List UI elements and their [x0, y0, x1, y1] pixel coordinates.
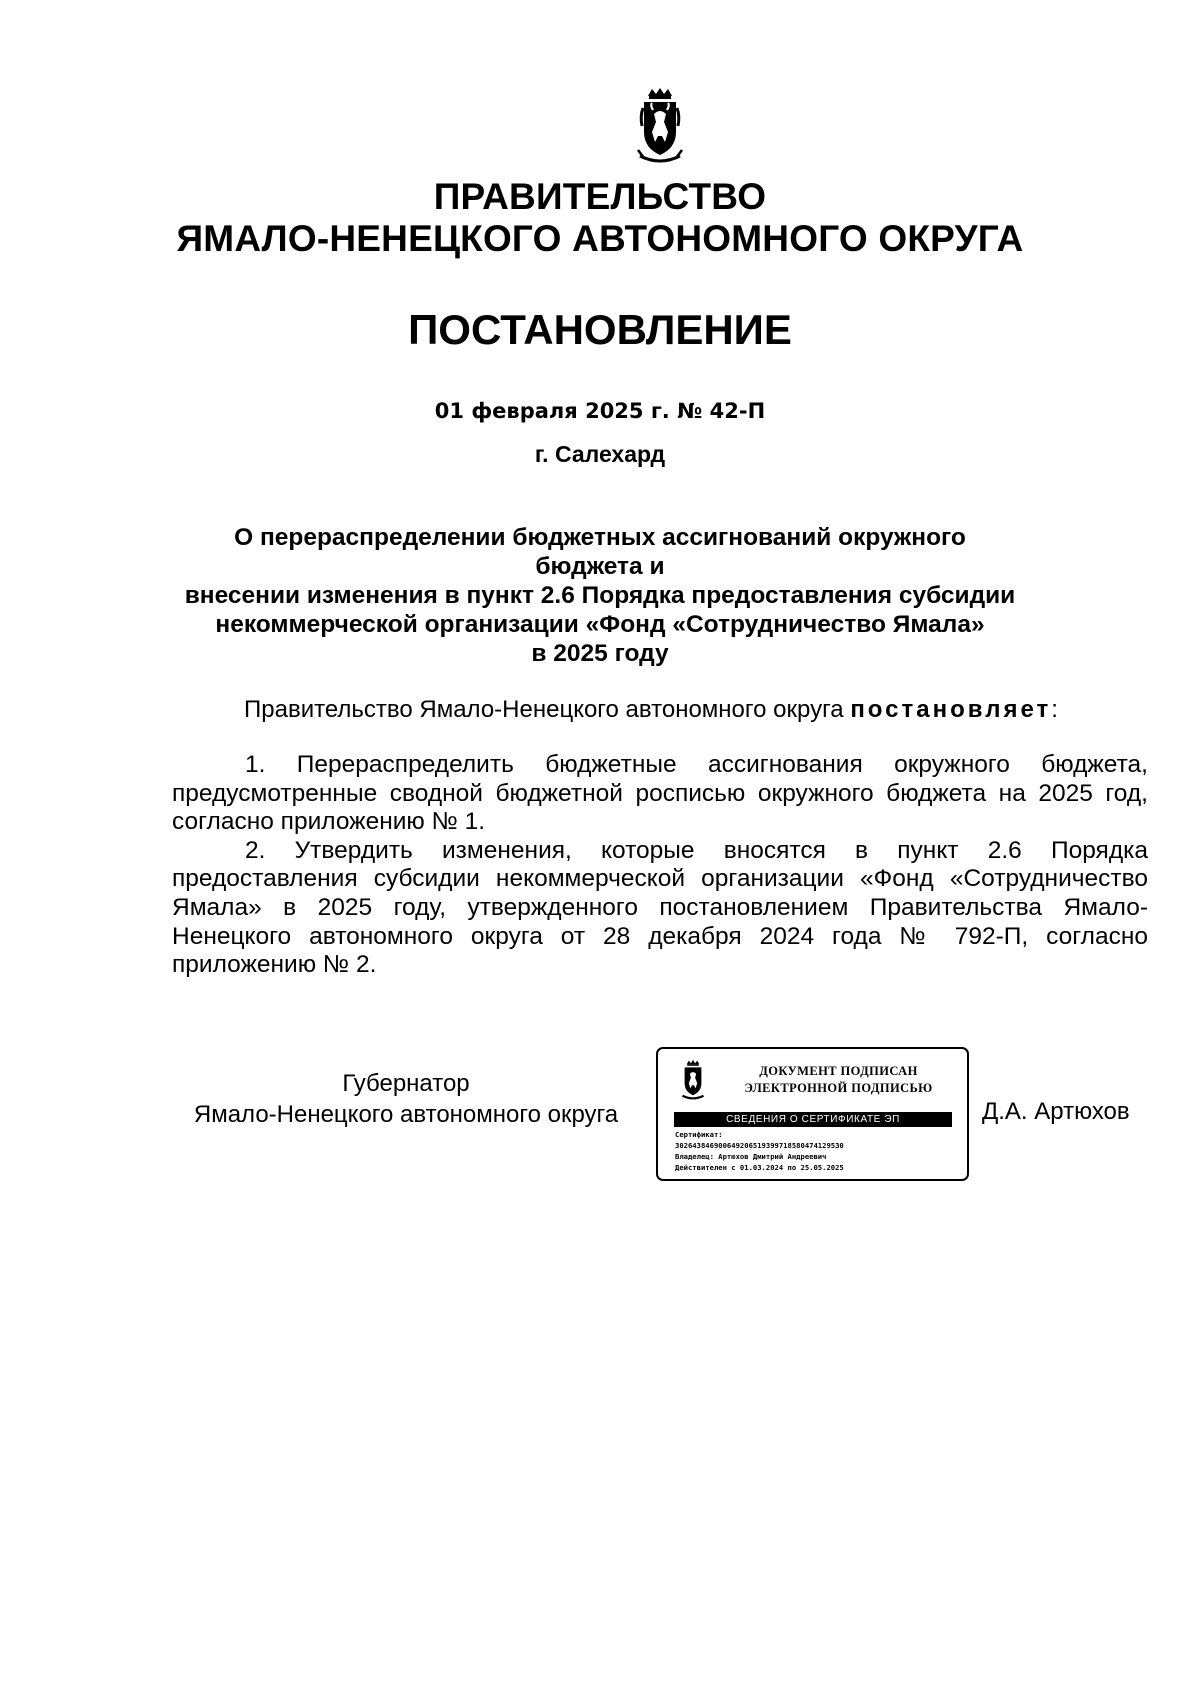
subject-line: в 2025 году: [531, 640, 669, 667]
resolution-item-2: 2. Утвердить изменения, которые вносятся в пункт 2.6 Порядка предоставления субсидии некоммерческой организации «Фонд «Сотрудничество Ямала» в 2025 году, утвержденного постановлением Правительства Ямало-Ненецкого автономного округа от 28 декабря 2024 года № 792-П, согласно приложению № 2.: [172, 836, 1148, 979]
certificate-owner: Владелец: Артюхов Дмитрий Андреевич: [675, 1152, 827, 1161]
stamp-title-line-2: ЭЛЕКТРОННОЙ ПОДПИСЬЮ: [744, 1081, 933, 1095]
document-type: ПОСТАНОВЛЕНИЕ: [408, 306, 792, 353]
signatory-position-line-2: Ямало-Ненецкого автономного округа: [193, 1101, 619, 1128]
certificate-details-bar: СВЕДЕНИЯ О СЕРТИФИКАТЕ ЭП: [674, 1112, 952, 1127]
subject-line: некоммерческой организации «Фонд «Сотрудничество Ямала»: [215, 611, 985, 638]
subject-line: внесении изменения в пункт 2.6 Порядка предоставления субсидии: [184, 582, 1016, 609]
stamp-title: [716, 1063, 961, 1097]
certificate-info: [675, 1129, 960, 1173]
date-and-number: 01 февраля 2025 г. № 42-П: [434, 399, 766, 423]
organization-title-line-1: ПРАВИТЕЛЬСТВО: [433, 176, 767, 217]
preamble-emphasis: постановляет: [850, 696, 1052, 723]
preamble: [244, 695, 1058, 724]
resolution-item-1: 1. Перераспределить бюджетные ассигнования окружного бюджета, предусмотренные сводной бюджетной росписью окружного бюджета на 2025 год, согласно приложению № 1.: [172, 751, 1148, 836]
coat-of-arms-icon: [680, 1059, 706, 1101]
city: г. Салехард: [534, 441, 666, 467]
certificate-label: Сертификат:: [675, 1130, 723, 1139]
preamble-suffix: :: [1051, 696, 1058, 723]
electronic-signature-stamp: [656, 1047, 969, 1181]
preamble-text: Правительство Ямало-Ненецкого автономного округа: [244, 696, 851, 723]
organization-title: [0, 176, 1200, 260]
stamp-title-line-1: ДОКУМЕНТ ПОДПИСАН: [759, 1064, 918, 1078]
coat-of-arms-icon: [636, 86, 684, 166]
certificate-number: 302643846900649206519399718580474129530: [675, 1141, 844, 1150]
organization-title-line-2: ЯМАЛО-НЕНЕЦКОГО АВТОНОМНОГО ОКРУГА: [176, 218, 1024, 259]
signatory-name: Д.А. Артюхов: [982, 1098, 1130, 1125]
signatory-position: [172, 1068, 640, 1130]
certificate-validity: Действителен с 01.03.2024 по 25.05.2025: [675, 1163, 844, 1172]
resolution-body: [172, 751, 1148, 980]
subject-line: О перераспределении бюджетных ассигнований окружного бюджета и: [234, 524, 966, 580]
signatory-position-line-1: Губернатор: [342, 1070, 470, 1097]
document-subject: [180, 523, 1020, 668]
